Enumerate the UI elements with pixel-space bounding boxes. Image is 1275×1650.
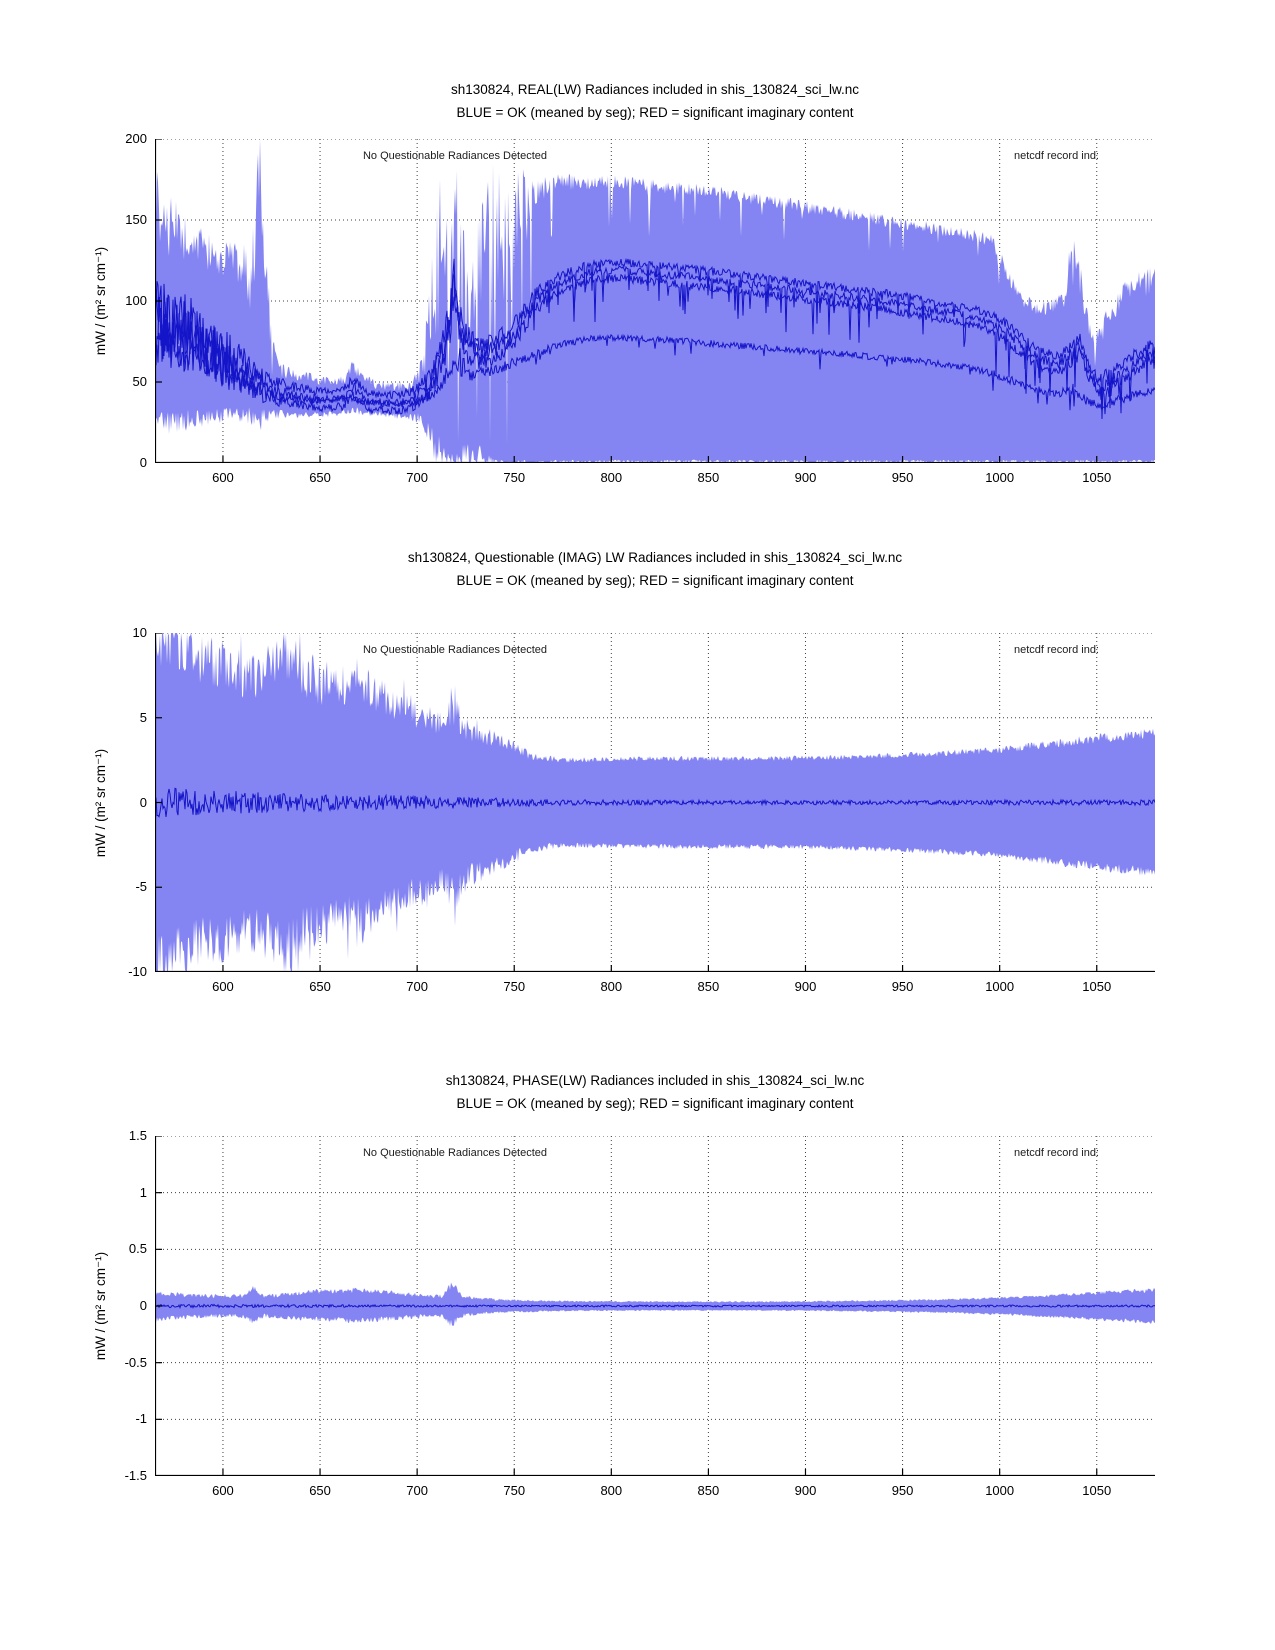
annotation-netcdf-record: netcdf record ind: <box>1014 644 1099 656</box>
y-tick-label: -10 <box>128 964 147 979</box>
chart-title: sh130824, Questionable (IMAG) LW Radiances included in shis_130824_sci_lw.nc <box>407 550 903 565</box>
x-tick-label: 1000 <box>985 979 1015 994</box>
y-axis-label: mW / (m² sr cm⁻¹) <box>93 246 108 356</box>
annotation-no-questionable: No Questionable Radiances Detected <box>362 150 548 162</box>
x-tick-label: 900 <box>794 1483 817 1498</box>
y-tick-label: 0.5 <box>128 1241 147 1257</box>
chart-title: sh130824, REAL(LW) Radiances included in shis_130824_sci_lw.nc <box>451 82 859 97</box>
y-axis-label: mW / (m² sr cm⁻¹) <box>93 1251 108 1361</box>
y-tick-label: 50 <box>132 374 147 389</box>
y-tick-label: -5 <box>135 879 147 895</box>
x-tick-label: 800 <box>600 470 623 485</box>
x-tick-label: 1050 <box>1082 979 1112 994</box>
x-tick-label: 1050 <box>1082 1483 1112 1498</box>
x-tick-label: 950 <box>891 470 914 485</box>
plot-svg <box>155 139 1155 463</box>
x-tick-label: 850 <box>697 1483 720 1498</box>
y-tick-label: 0 <box>139 1298 147 1313</box>
chart-title: sh130824, PHASE(LW) Radiances included in shis_130824_sci_lw.nc <box>445 1073 865 1088</box>
x-tick-label: 750 <box>503 1483 526 1498</box>
y-tick-label: 200 <box>125 131 147 146</box>
y-tick-label: 100 <box>125 293 147 308</box>
x-tick-label: 600 <box>212 979 234 994</box>
y-tick-label: 1 <box>139 1184 147 1200</box>
chart-subtitle: BLUE = OK (meaned by seg); RED = significant imaginary content <box>456 573 854 588</box>
y-tick-label: 5 <box>139 709 147 725</box>
chart-title-block <box>155 1069 1155 1115</box>
x-tick-label: 900 <box>794 979 817 994</box>
chart-subtitle: BLUE = OK (meaned by seg); RED = significant imaginary content <box>456 105 854 120</box>
x-tick-label: 1000 <box>985 1483 1015 1498</box>
x-tick-label: 600 <box>212 1483 234 1498</box>
y-tick-label: 10 <box>132 625 147 640</box>
x-tick-label: 750 <box>503 979 526 994</box>
chart-title-block <box>155 78 1155 124</box>
y-tick-label: 1.5 <box>128 1128 147 1143</box>
x-tick-label: 700 <box>406 979 428 994</box>
chart-title-block <box>155 546 1155 592</box>
y-tick-label: 150 <box>125 212 147 227</box>
annotation-no-questionable: No Questionable Radiances Detected <box>362 1147 548 1159</box>
plot-area <box>125 131 1155 485</box>
x-tick-label: 650 <box>309 470 331 485</box>
x-tick-label: 700 <box>406 1483 428 1498</box>
annotation-netcdf-record: netcdf record ind: <box>1014 150 1099 162</box>
x-tick-label: 1050 <box>1082 470 1112 485</box>
x-tick-label: 1000 <box>985 470 1015 485</box>
y-tick-label: -0.5 <box>124 1354 147 1370</box>
x-tick-label: 950 <box>891 979 914 994</box>
x-tick-label: 650 <box>309 1483 331 1498</box>
envelope-area <box>155 139 1155 463</box>
x-tick-label: 800 <box>600 979 623 994</box>
y-tick-label: 0 <box>139 455 147 470</box>
y-axis-label: mW / (m² sr cm⁻¹) <box>93 748 108 857</box>
x-tick-label: 850 <box>697 979 720 994</box>
x-tick-label: 950 <box>891 1483 914 1498</box>
annotation-no-questionable: No Questionable Radiances Detected <box>362 644 548 656</box>
x-tick-label: 750 <box>503 470 526 485</box>
plot-svg <box>155 633 1155 972</box>
x-tick-label: 600 <box>212 470 234 485</box>
y-tick-label: -1.5 <box>124 1468 147 1483</box>
x-tick-label: 900 <box>794 470 817 485</box>
y-tick-label: 0 <box>139 794 147 810</box>
x-tick-label: 800 <box>600 1483 623 1498</box>
chart-subtitle: BLUE = OK (meaned by seg); RED = significant imaginary content <box>456 1096 854 1111</box>
x-tick-label: 850 <box>697 470 720 485</box>
plot-area <box>128 625 1155 994</box>
y-tick-label: -1 <box>135 1411 147 1427</box>
plot-svg <box>155 1136 1155 1476</box>
x-tick-label: 700 <box>406 470 428 485</box>
x-tick-label: 650 <box>309 979 331 994</box>
annotation-netcdf-record: netcdf record ind: <box>1014 1147 1099 1159</box>
plot-area <box>124 1128 1155 1498</box>
